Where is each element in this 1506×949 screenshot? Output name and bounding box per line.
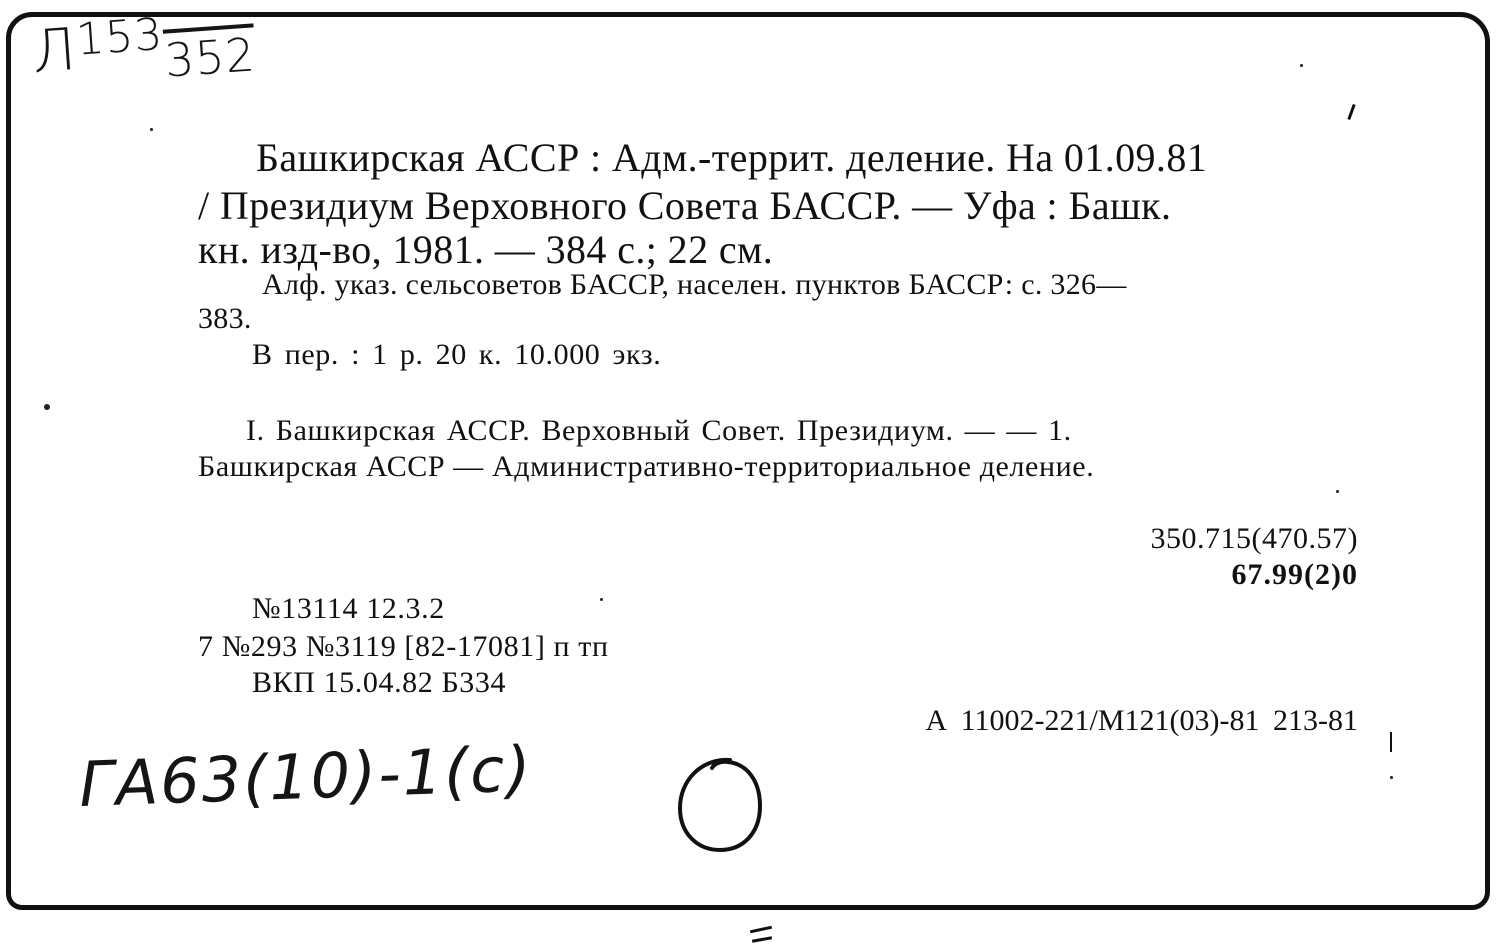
note-line-1: Алф. указ. сельсоветов БАССР, населен. пунктов БАССР: с. 326— [262, 268, 1127, 301]
index-line: А 11002-221/М121(03)-81 213-81 [925, 704, 1358, 737]
pen-tick-mark [1390, 732, 1392, 752]
handwritten-overlined-digits: 352 [163, 27, 258, 88]
speck-mark [1390, 776, 1393, 779]
handwritten-shelfmark: ГА63(10)-1(с) [78, 732, 534, 821]
title-line-2: / Президиум Верховного Совета БАССР. — Уфа : Башк. [198, 183, 1172, 228]
pen-tick-mark [752, 936, 772, 942]
speck-mark [1336, 490, 1339, 493]
handwritten-card-number [30, 2, 258, 88]
speck-mark [150, 128, 153, 131]
record-line-2: 7 №293 №3119 [82-17081] п тп [198, 630, 609, 663]
record-line-1: №13114 12.3.2 [252, 592, 445, 625]
price-line: В пер. : 1 р. 20 к. 10.000 экз. [252, 338, 662, 371]
speck-mark [44, 404, 50, 410]
pen-tick-mark [750, 926, 772, 934]
title-line-3: кн. изд-во, 1981. — 384 с.; 22 см. [198, 227, 774, 272]
speck-mark [600, 598, 603, 601]
handwritten-letter: Л [30, 14, 80, 86]
record-line-3: ВКП 15.04.82 Б334 [252, 666, 507, 699]
subject-line-1: I. Башкирская АССР. Верховный Совет. Президиум. — — 1. [246, 414, 1072, 447]
note-line-2: 383. [198, 302, 252, 335]
subject-line-2: Башкирская АССР — Административно-территориальное деление. [198, 450, 1095, 483]
handwritten-digits: 153 [74, 8, 165, 66]
bbk-code: 67.99(2)0 [1231, 558, 1358, 591]
speck-mark [1300, 64, 1303, 67]
udc-code: 350.715(470.57) [1150, 522, 1358, 555]
title-line-1: Башкирская АССР : Адм.-террит. деление. На 01.09.81 [256, 135, 1208, 180]
handwritten-circle-mark [672, 754, 768, 856]
